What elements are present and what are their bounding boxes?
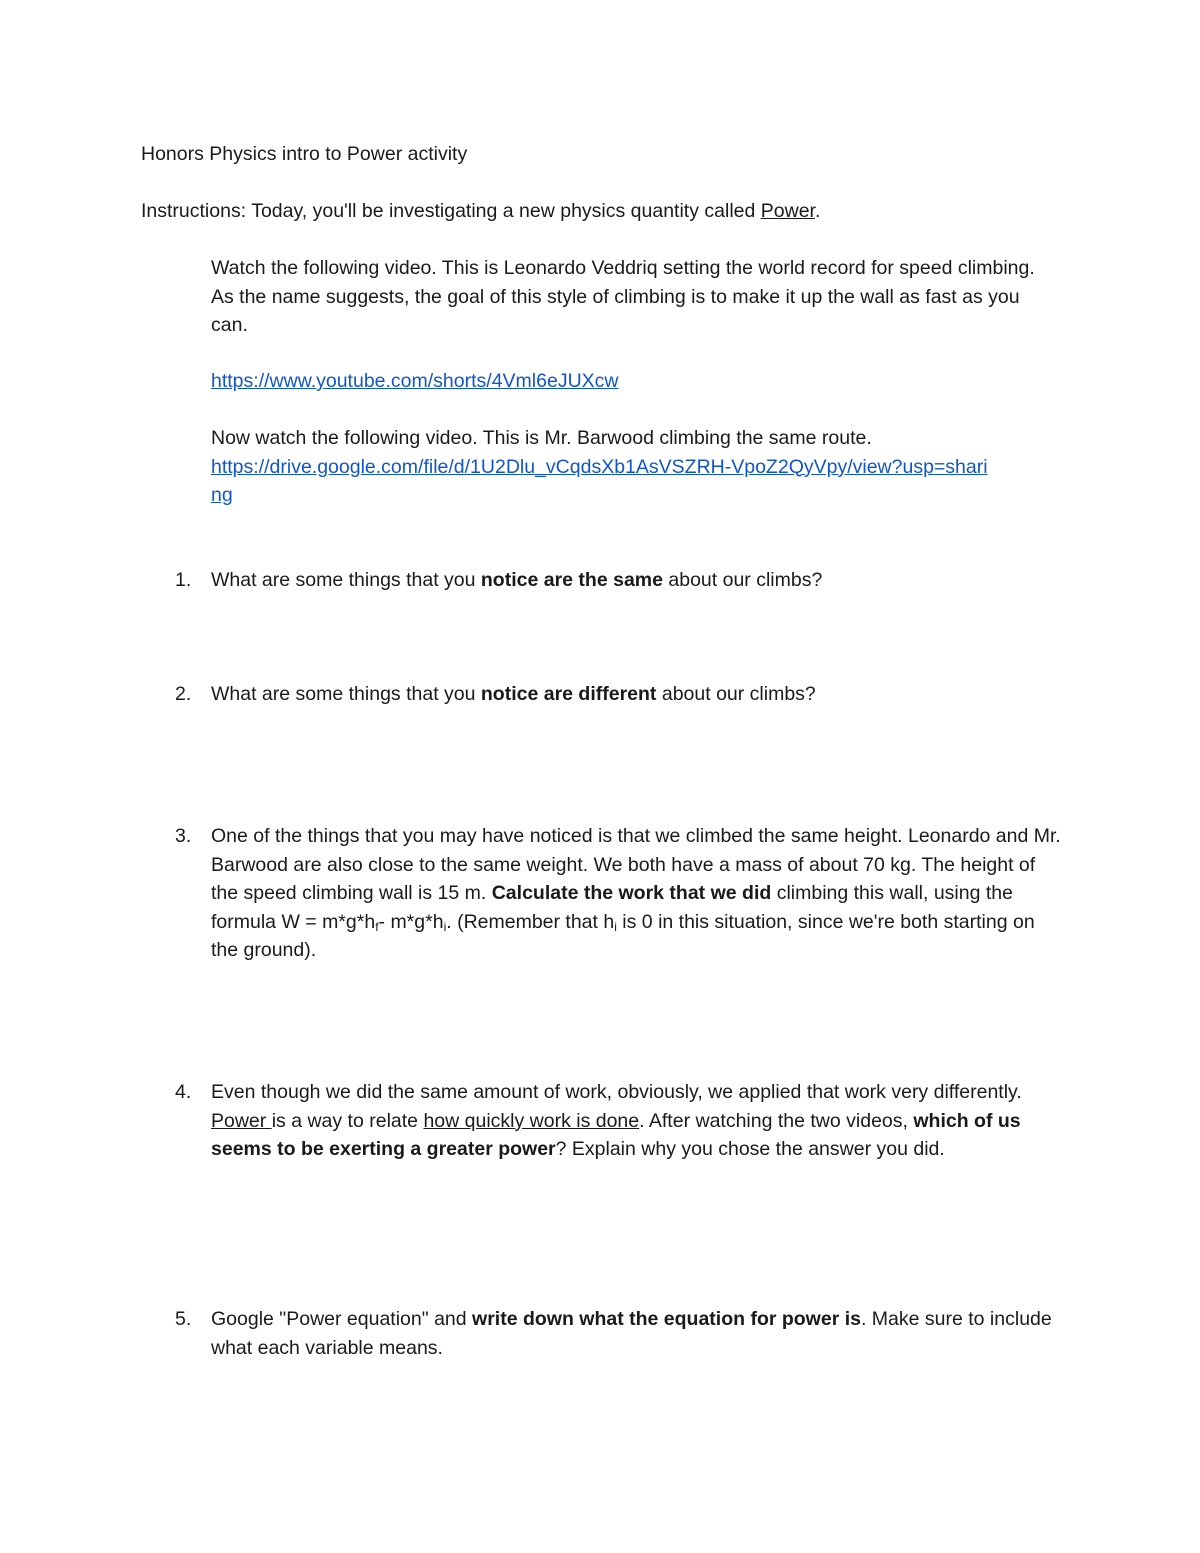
question-text-part: What are some things that you [211, 569, 481, 591]
question-text-part: One of the things that you may have noticed is that we climbed the same height. Leonardo and Mr. Barwood are also close to the same weight. We both have a mass of about 70 kg. The height of the speed climbing wall is 15 m. [211, 825, 1061, 904]
subscript-f: f [375, 919, 379, 934]
question-text-part: What are some things that you [211, 683, 481, 705]
question-text-part: - m*g*h [378, 910, 444, 933]
question-text [211, 566, 1061, 595]
question-number: 1. [175, 569, 192, 591]
instructions-suffix: . [814, 200, 821, 222]
watch-paragraph: Watch the following video. This is Leonardo Veddriq setting the world record for speed climbing. As the name suggests, the goal of this style of climbing is to make it up the wall as fast as you can. [211, 257, 1035, 336]
subscript-i: i [443, 919, 447, 934]
underlined-term: how quickly work is done [423, 1109, 640, 1132]
question-text-part: is 0 in this situation, since we're both starting on the ground). [211, 910, 1035, 961]
question-bold-part: which of us seems to be exerting a greater power [211, 1109, 1021, 1160]
question-text-part: Google "Power equation" and [211, 1308, 473, 1330]
question-number: 2. [175, 683, 192, 705]
youtube-link-line [211, 367, 1061, 396]
drive-link-wrap [211, 453, 991, 510]
question-text [211, 1078, 1061, 1164]
question-text-part: ? Explain why you chose the answer you did. [555, 1138, 945, 1160]
question-text-part: is a way to relate [271, 1109, 424, 1132]
now-watch-paragraph [211, 424, 1061, 510]
question-bold-part: write down what the equation for power is [472, 1308, 861, 1330]
now-watch-text: Now watch the following video. This is Mr. Barwood climbing the same route. [211, 427, 872, 449]
question-text-part: . After watching the two videos, [639, 1109, 914, 1132]
question-text-part: about our climbs? [662, 569, 823, 591]
question-text-part: climbing this wall, using the formula W = m*g*h [211, 882, 1013, 933]
question-text-part: Even though we did the same amount of work, obviously, we applied that work very differently. [211, 1081, 1022, 1103]
youtube-link[interactable]: https://www.youtube.com/shorts/4Vml6eJUXcw [211, 370, 619, 392]
question-bold-part: notice are different [480, 683, 657, 705]
question-number: 3. [175, 825, 192, 847]
question-text [211, 822, 1061, 965]
question-text-part: . (Remember that h [446, 910, 615, 933]
power-term: Power [760, 200, 815, 222]
question-text-part: . Make sure to include what each variable means. [211, 1308, 1052, 1359]
question-text [211, 680, 1061, 709]
underlined-term: Power [211, 1109, 272, 1132]
question-text-part: about our climbs? [656, 683, 816, 705]
question-number: 4. [175, 1081, 192, 1103]
drive-link[interactable]: https://drive.google.com/file/d/1U2Dlu_vCqdsXb1AsVSZRH-VpoZ2QyVpy/view?usp=sharing [211, 455, 988, 506]
question-text [211, 1305, 1061, 1362]
instructions-prefix: Instructions: Today, you'll be investigating a new physics quantity called [141, 200, 761, 222]
question-number: 5. [175, 1308, 192, 1330]
instructions-paragraph [141, 197, 820, 226]
document-title: Honors Physics intro to Power activity [141, 143, 468, 165]
subscript-i: i [614, 919, 617, 934]
question-bold-part: Calculate the work that we did [491, 882, 772, 904]
question-bold-part: notice are the same [480, 569, 663, 591]
